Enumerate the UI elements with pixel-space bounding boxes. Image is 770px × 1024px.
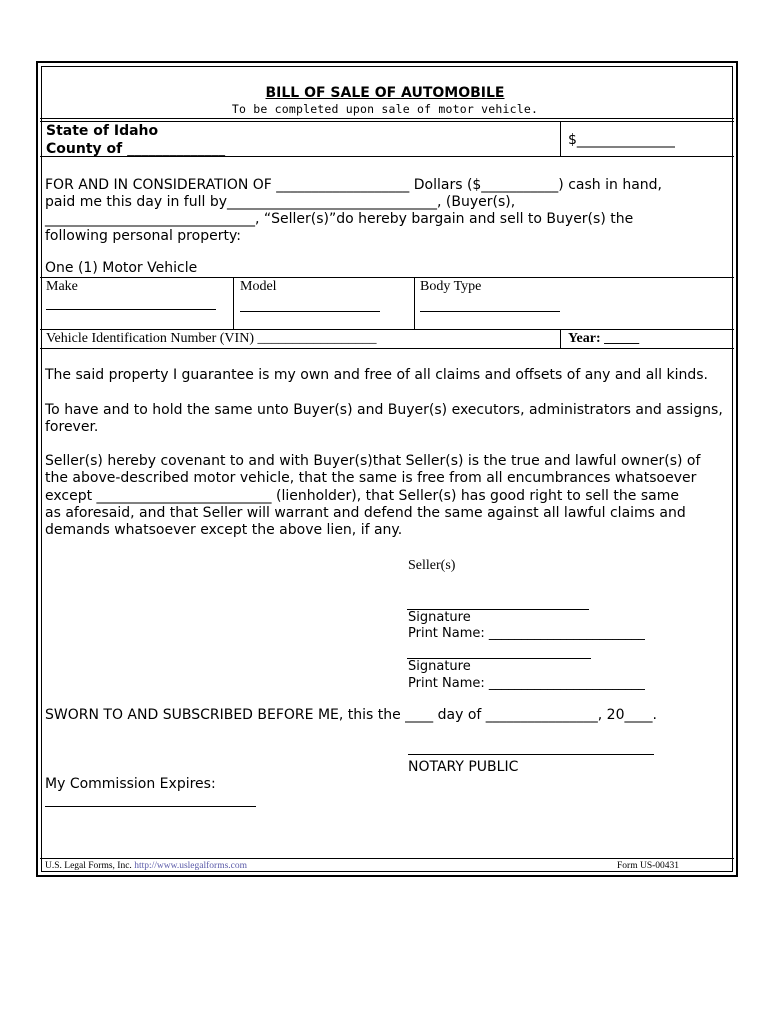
guarantee-clause: The said property I guarantee is my own and free of all claims and offsets of any and all kinds.: [45, 367, 709, 383]
commission-expires-label: My Commission Expires:: [45, 776, 216, 792]
print-name-1[interactable]: Print Name: ________________________: [408, 626, 645, 641]
consideration-line-1: FOR AND IN CONSIDERATION OF ___________________ Dollars ($___________) cash in hand,: [45, 177, 662, 193]
model-label: Model: [240, 279, 277, 294]
covenant-line-3: except _________________________ (lienholder), that Seller(s) has good right to sell the same: [45, 488, 679, 504]
state-label: State of Idaho: [46, 123, 159, 139]
header-divider: [40, 118, 734, 119]
covenant-line-5: demands whatsoever except the above lien, if any.: [45, 522, 403, 538]
vin-year-divider: [560, 329, 561, 348]
signature-label-2: Signature: [408, 659, 471, 674]
footer-divider: [40, 858, 734, 859]
vehicle-table-top: [40, 277, 734, 278]
amount-divider: [560, 122, 561, 156]
body-type-field[interactable]: [420, 311, 560, 312]
header-divider-2: [40, 121, 734, 122]
state-row-bottom: [40, 156, 734, 157]
footer-company-name: U.S. Legal Forms, Inc.: [45, 861, 132, 871]
commission-expires-field[interactable]: [45, 806, 256, 807]
footer-url-link[interactable]: http://www.uslegalforms.com: [134, 861, 248, 871]
model-field[interactable]: [240, 311, 380, 312]
covenant-line-4: as aforesaid, and that Seller will warrant and defend the same against all lawful claims and: [45, 505, 686, 521]
county-label: County of ______________: [46, 141, 226, 157]
form-subtitle: To be completed upon sale of motor vehicle.: [231, 102, 539, 116]
make-model-divider: [233, 277, 234, 329]
consideration-line-3: ______________________________, “Seller(s)”do hereby bargain and sell to Buyer(s) the: [45, 211, 634, 227]
body-type-label: Body Type: [420, 279, 482, 294]
covenant-line-2: the above-described motor vehicle, that the same is free from all encumbrances whatsoever: [45, 470, 697, 486]
sworn-statement: SWORN TO AND SUBSCRIBED BEFORE ME, this the ____ day of ________________, 20____.: [45, 707, 657, 723]
to-have-line-2: forever.: [45, 419, 99, 435]
vin-label: Vehicle Identification Number (VIN) _________________: [46, 331, 377, 346]
footer-company: [45, 861, 247, 871]
form-title: BILL OF SALE OF AUTOMOBILE: [265, 85, 505, 101]
print-name-2[interactable]: Print Name: ________________________: [408, 676, 645, 691]
vehicle-heading: One (1) Motor Vehicle: [45, 260, 198, 276]
sellers-label: Seller(s): [408, 558, 456, 573]
make-label: Make: [46, 279, 78, 294]
consideration-line-4: following personal property:: [45, 228, 241, 244]
to-have-line-1: To have and to hold the same unto Buyer(s) and Buyer(s) executors, administrators and assigns,: [45, 402, 723, 418]
footer-form-number: Form US-00431: [617, 861, 680, 871]
vehicle-row-bottom: [40, 329, 734, 330]
model-body-divider: [414, 277, 415, 329]
make-field[interactable]: [46, 309, 216, 310]
notary-public-label: NOTARY PUBLIC: [408, 759, 519, 775]
covenant-line-1: Seller(s) hereby covenant to and with Buyer(s)that Seller(s) is the true and lawful owner(s) of: [45, 453, 701, 469]
consideration-line-2: paid me this day in full by______________________________, (Buyer(s),: [45, 194, 516, 210]
year-label: Year: _____: [568, 331, 640, 346]
vin-row-bottom: [40, 348, 734, 349]
notary-signature-line[interactable]: [408, 754, 654, 755]
amount-field[interactable]: $______________: [568, 132, 675, 148]
signature-label-1: Signature: [408, 610, 471, 625]
